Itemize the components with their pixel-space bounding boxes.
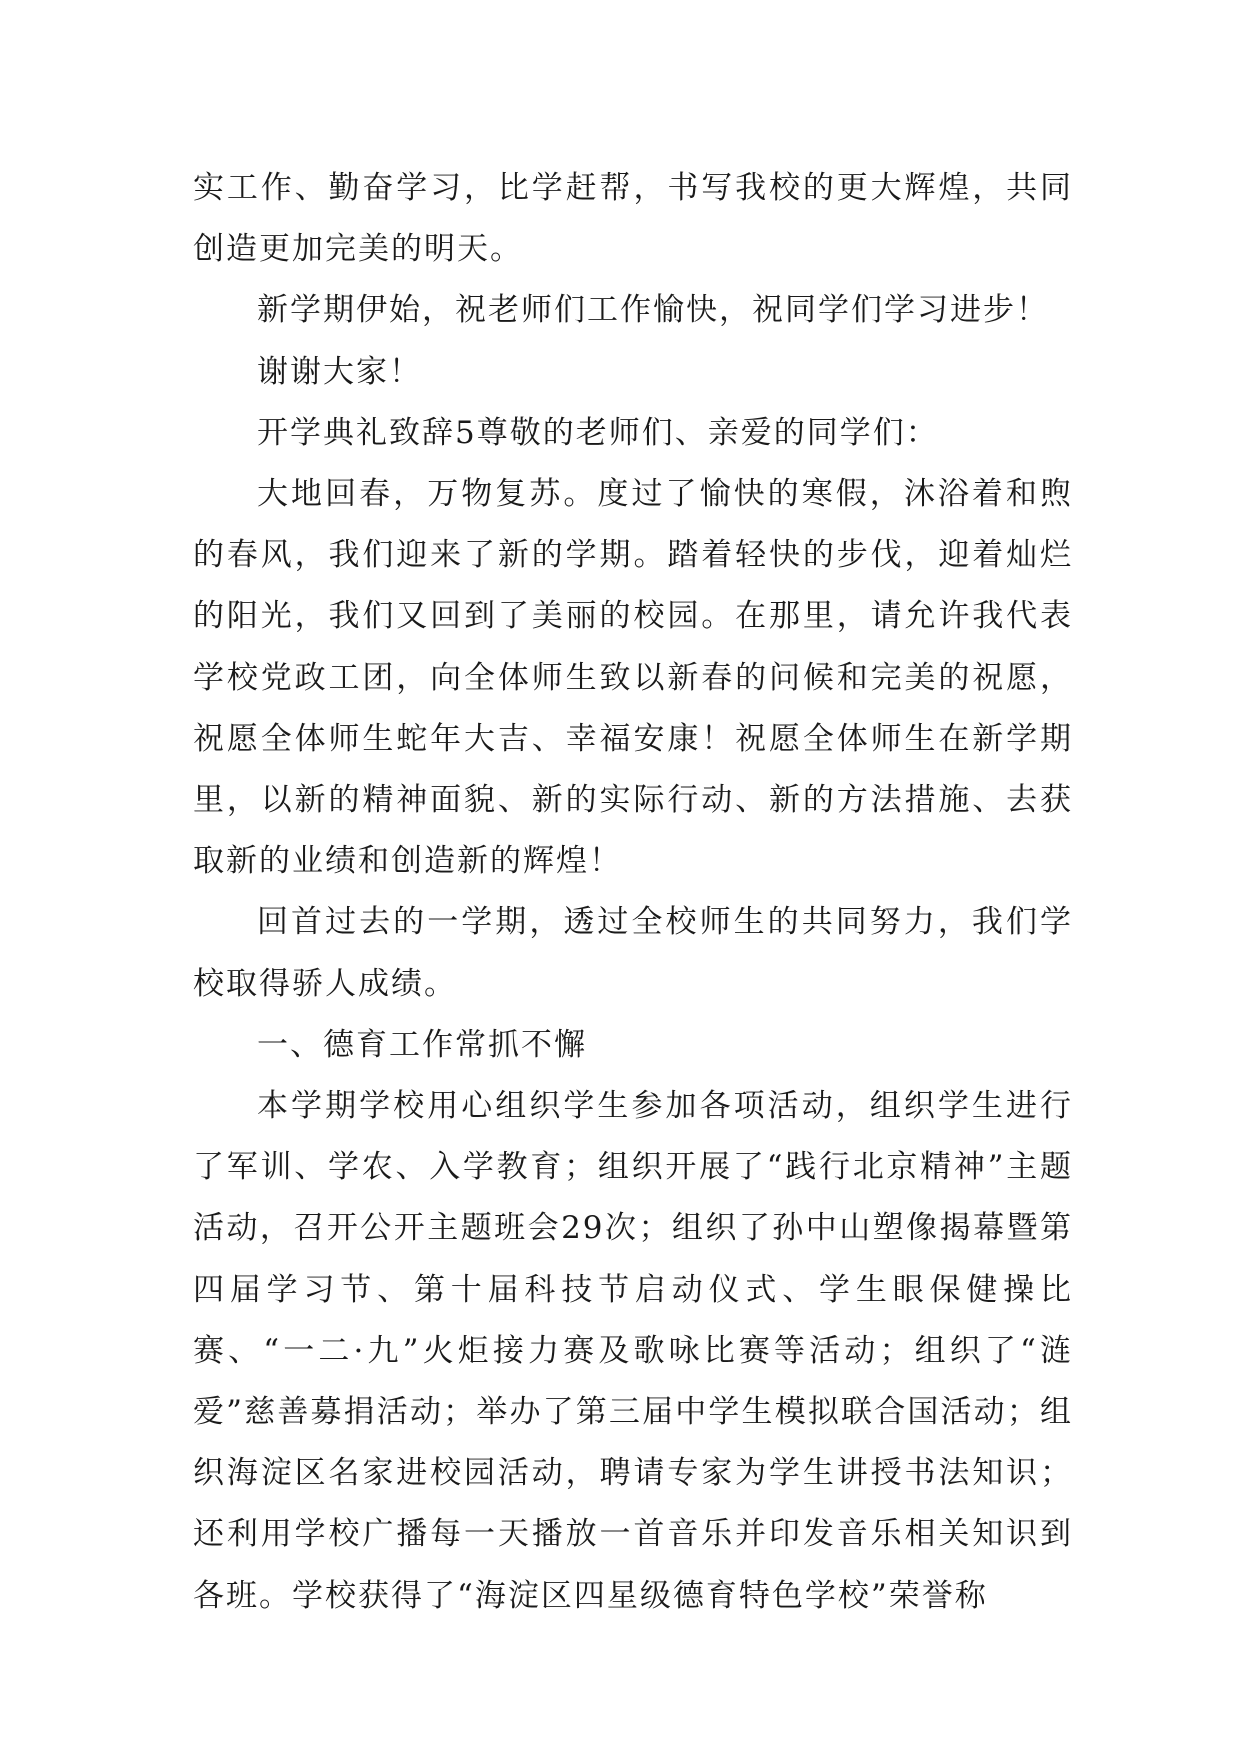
section-heading-moral-education: 一、德育工作常抓不懈 bbox=[257, 1026, 587, 1063]
paragraph-thanks: 谢谢大家！ bbox=[257, 353, 422, 390]
paragraph-spring-greeting: 大地回春，万物复苏。度过了愉快的寒假，沐浴着和煦的春风，我们迎来了新的学期。踏着轻快的步伐，迎着灿烂的阳光，我们又回到了美丽的校园。在那里，请允许我代表学校党政工团，向全体师生致以新春的问候和完美的祝愿，祝愿全体师生蛇年大吉、幸福安康！祝愿全体师生在新学期里，以新的精神面貌、新的实际行动、新的方法措施、去获取新的业绩和创造新的辉煌！ bbox=[193, 476, 1073, 880]
document-body bbox=[193, 158, 1073, 1627]
paragraph-activities: 本学期学校用心组织学生参加各项活动，组织学生进行了军训、学农、入学教育；组织开展了“践行北京精神”主题活动，召开公开主题班会29次；组织了孙中山塑像揭幕暨第四届学习节、第十届科技节启动仪式、学生眼保健操比赛、“一二·九”火炬接力赛及歌咏比赛等活动；组织了“涟爱”慈善募捐活动；举办了第三届中学生模拟联合国活动；组织海淀区名家进校园活动，聘请专家为学生讲授书法知识；还利用学校广播每一天播放一首音乐并印发音乐相关知识到各班。学校获得了“海淀区四星级德育特色学校”荣誉称 bbox=[193, 1088, 1073, 1614]
paragraph-review: 回首过去的一学期，透过全校师生的共同努力，我们学校取得骄人成绩。 bbox=[193, 904, 1073, 1002]
paragraph-closing-continuation: 实工作、勤奋学习，比学赶帮，书写我校的更大辉煌，共同创造更加完美的明天。 bbox=[193, 170, 1073, 268]
paragraph-speech-heading: 开学典礼致辞5尊敬的老师们、亲爱的同学们： bbox=[257, 414, 939, 451]
paragraph-new-term-wishes: 新学期伊始，祝老师们工作愉快，祝同学们学习进步！ bbox=[257, 292, 1049, 329]
